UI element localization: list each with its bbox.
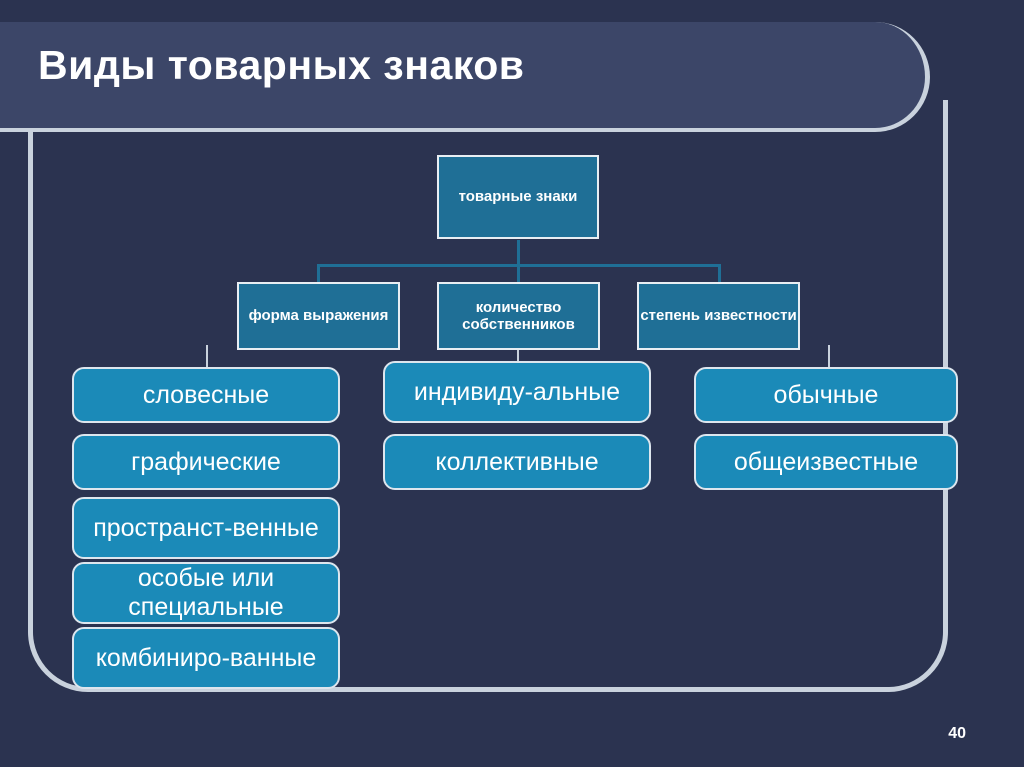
item-form-2[interactable] <box>72 434 340 490</box>
item-fame-1-label: обычные <box>773 380 879 409</box>
branch-header-owners-label: количество собственников <box>462 298 575 333</box>
item-owners-2-label: коллективные <box>435 447 599 476</box>
branch-header-form-label: форма выражения <box>248 307 389 325</box>
branch-header-form[interactable] <box>237 282 400 350</box>
diagram-root-node[interactable] <box>437 155 599 239</box>
item-owners-1[interactable] <box>383 361 651 423</box>
item-form-1-label: словесные <box>142 380 270 409</box>
item-owners-1-label: индивиду-альные <box>413 377 621 406</box>
item-form-4[interactable] <box>72 562 340 624</box>
item-form-5[interactable] <box>72 627 340 689</box>
item-owners-2[interactable] <box>383 434 651 490</box>
connector-branch-1 <box>317 264 320 284</box>
item-form-3-label: пространст-венные <box>93 513 319 542</box>
connector-root-vertical <box>517 240 520 266</box>
page-title: Виды товарных знаков <box>38 42 525 88</box>
diagram-root-label: товарные знаки <box>458 188 578 206</box>
connector-branch-3 <box>718 264 721 284</box>
item-form-5-label: комбиниро-ванные <box>95 643 317 672</box>
item-form-2-label: графические <box>131 447 281 476</box>
branch-header-owners[interactable] <box>437 282 600 350</box>
branch-header-fame[interactable] <box>637 282 800 350</box>
item-form-1[interactable] <box>72 367 340 423</box>
connector-branch-2 <box>517 264 520 284</box>
item-fame-1[interactable] <box>694 367 958 423</box>
page-number: 40 <box>948 725 966 742</box>
item-form-4-label: особые или специальные <box>128 564 284 621</box>
item-fame-2[interactable] <box>694 434 958 490</box>
connector-group-3 <box>828 345 830 367</box>
item-form-3[interactable] <box>72 497 340 559</box>
connector-group-1 <box>206 345 208 367</box>
item-fame-2-label: общеизвестные <box>733 447 919 476</box>
branch-header-fame-label: степень известности <box>640 307 797 325</box>
